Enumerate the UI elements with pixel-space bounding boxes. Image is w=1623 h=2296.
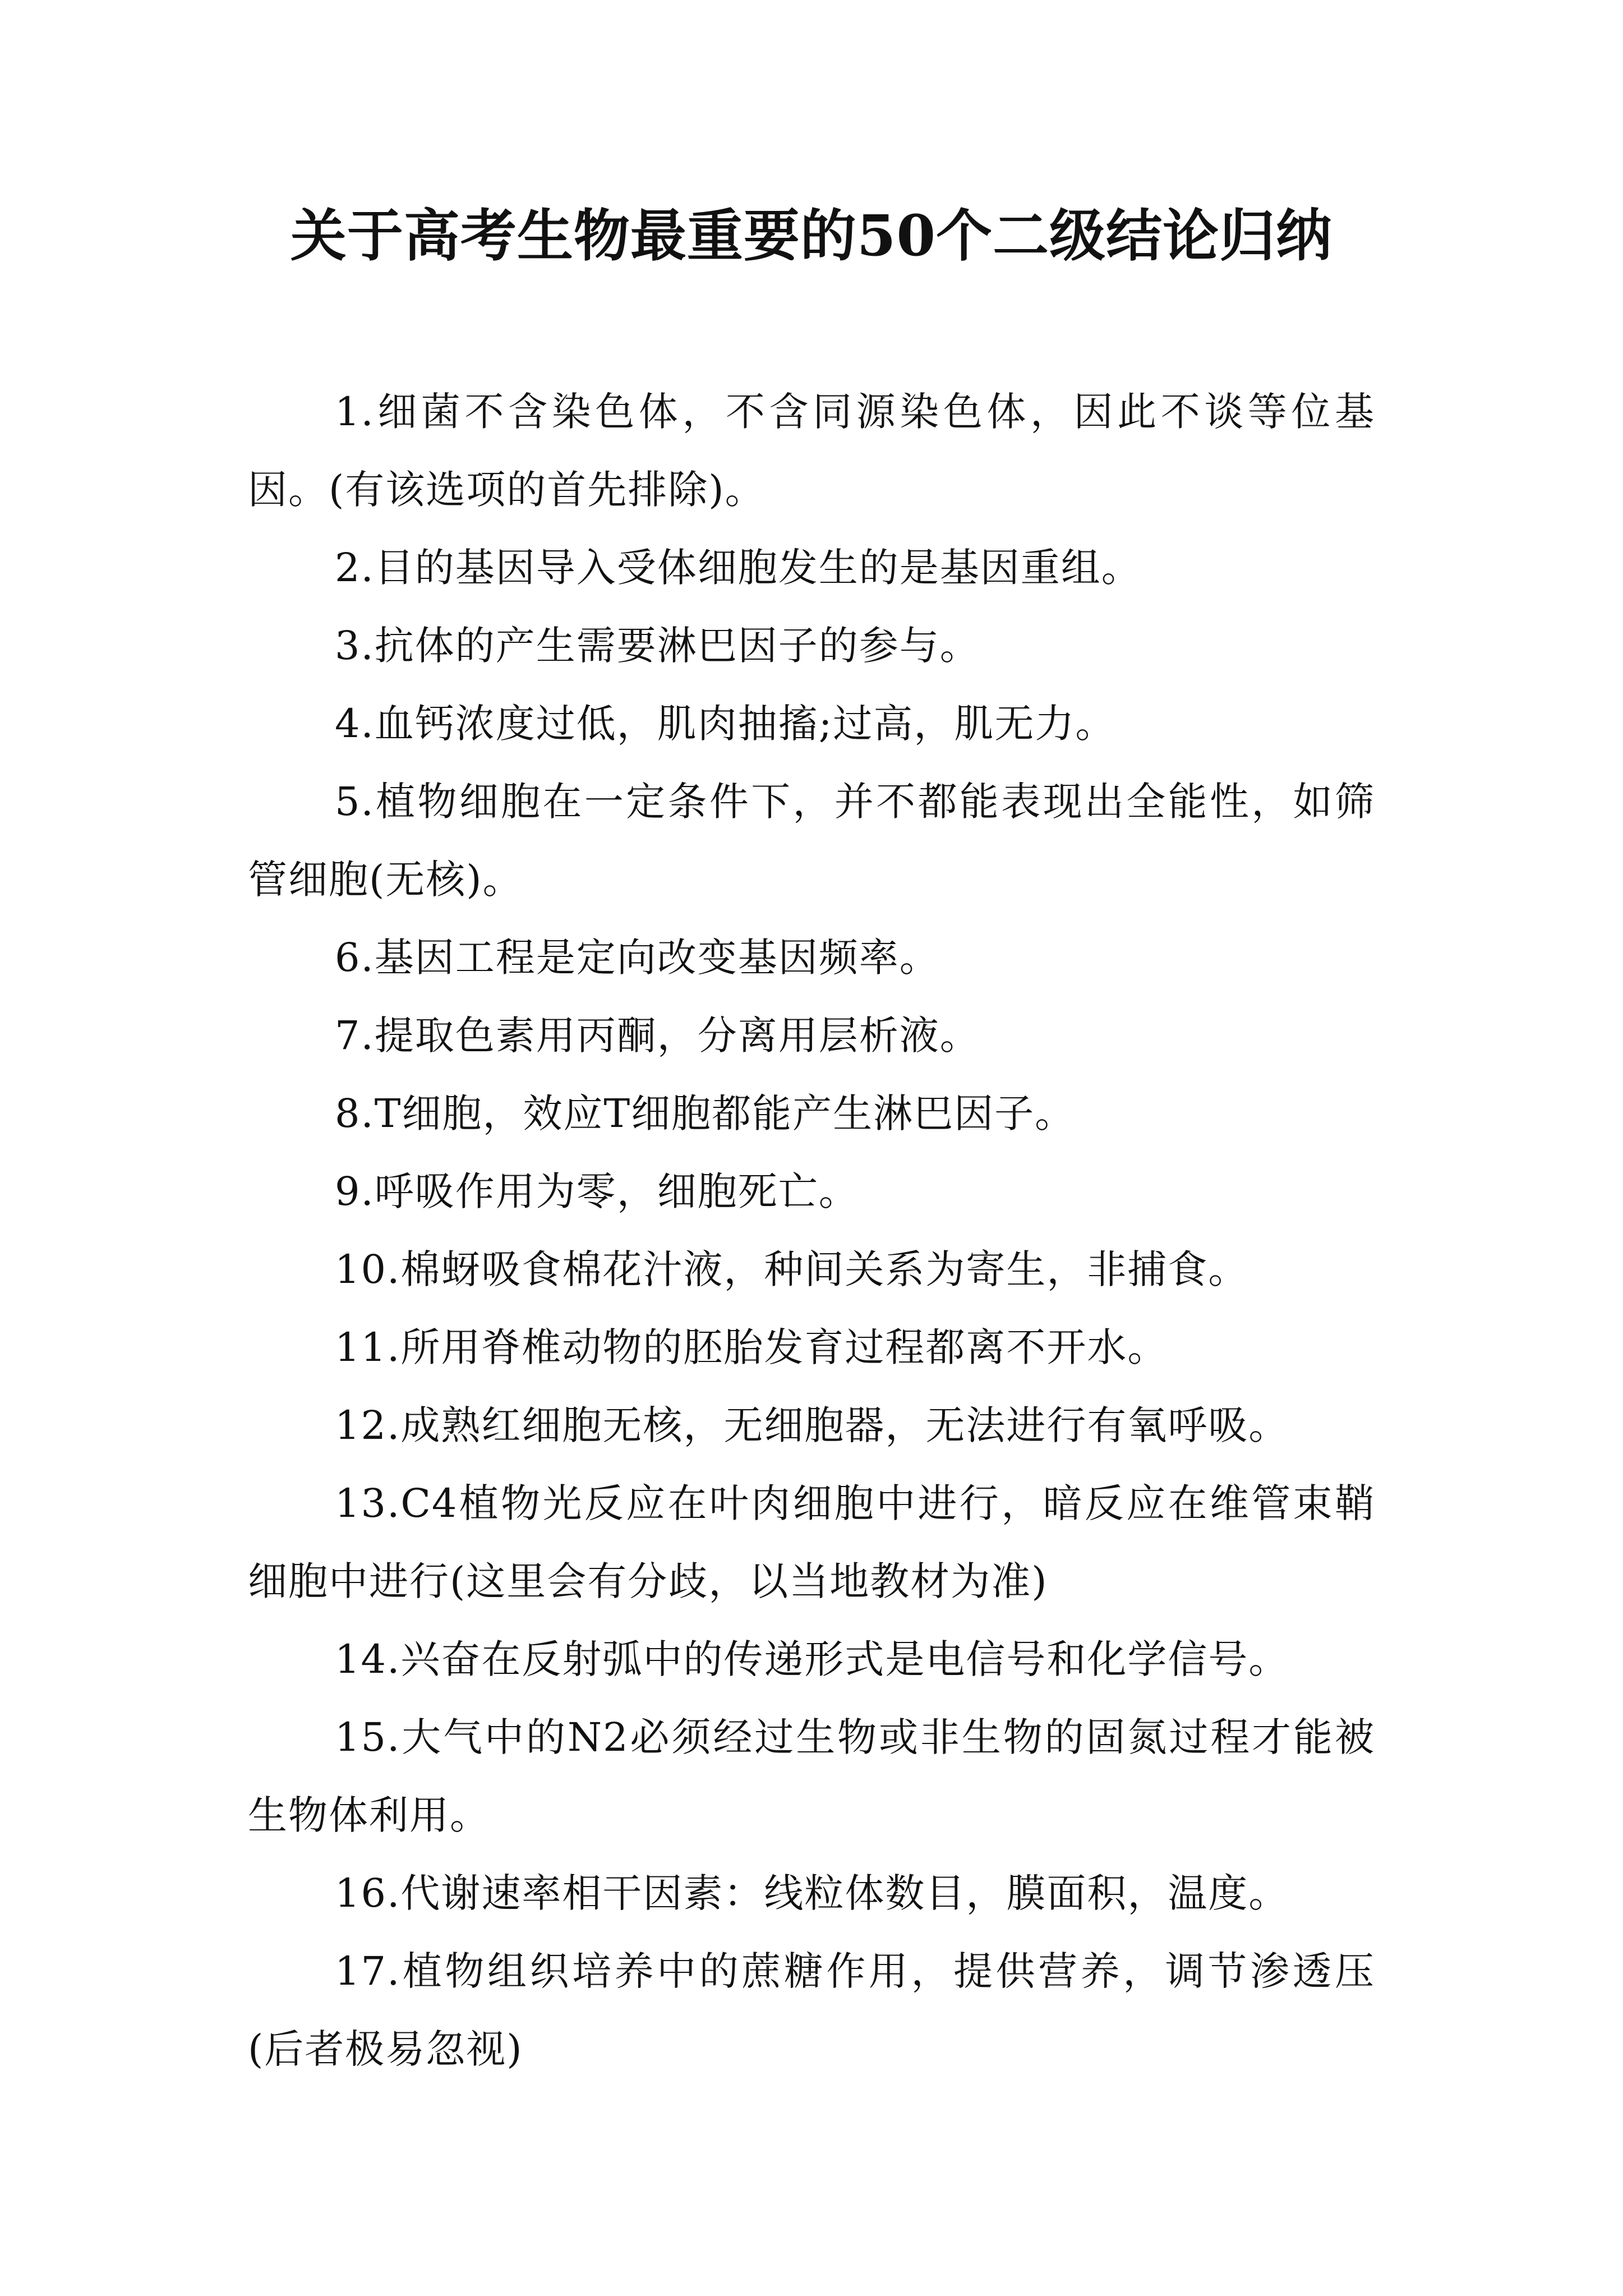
list-item: 7.提取色素用丙酮，分离用层析液。 <box>335 1013 980 1059</box>
list-item: 1.细菌不含染色体，不含同源染色体，因此不谈等位基因。(有该选项的首先排除)。 <box>248 389 1375 513</box>
list-item: 13.C4植物光反应在叶肉细胞中进行，暗反应在维管束鞘细胞中进行(这里会有分歧，以当地教材为准) <box>248 1480 1375 1604</box>
list-item: 3.抗体的产生需要淋巴因子的参与。 <box>335 623 980 669</box>
list-item: 5.植物细胞在一定条件下，并不都能表现出全能性，如筛管细胞(无核)。 <box>248 779 1375 903</box>
list-item: 14.兴奋在反射弧中的传递形式是电信号和化学信号。 <box>335 1636 1289 1682</box>
list-item: 8.T细胞，效应T细胞都能产生淋巴因子。 <box>335 1091 1076 1137</box>
list-item: 10.棉蚜吸食棉花汁液，种间关系为寄生，非捕食。 <box>335 1246 1249 1292</box>
list-item: 9.呼吸作用为零，细胞死亡。 <box>335 1168 859 1214</box>
list-item: 4.血钙浓度过低，肌肉抽搐;过高，肌无力。 <box>335 701 1116 747</box>
list-item: 16.代谢速率相干因素：线粒体数目，膜面积，温度。 <box>335 1870 1289 1916</box>
list-item: 15.大气中的N2必须经过生物或非生物的固氮过程才能被生物体利用。 <box>248 1714 1375 1838</box>
list-item: 2.目的基因导入受体细胞发生的是基因重组。 <box>335 545 1142 591</box>
list-item: 11.所用脊椎动物的胚胎发育过程都离不开水。 <box>335 1324 1168 1370</box>
document-body <box>248 373 1375 2088</box>
document-title: 关于高考生物最重要的50个二级结论归纳 <box>290 203 1333 269</box>
list-item: 17.植物组织培养中的蔗糖作用，提供营养，调节渗透压(后者极易忽视) <box>248 1948 1375 2072</box>
list-item: 12.成熟红细胞无核，无细胞器，无法进行有氧呼吸。 <box>335 1402 1289 1448</box>
list-item: 6.基因工程是定向改变基因频率。 <box>335 935 940 981</box>
